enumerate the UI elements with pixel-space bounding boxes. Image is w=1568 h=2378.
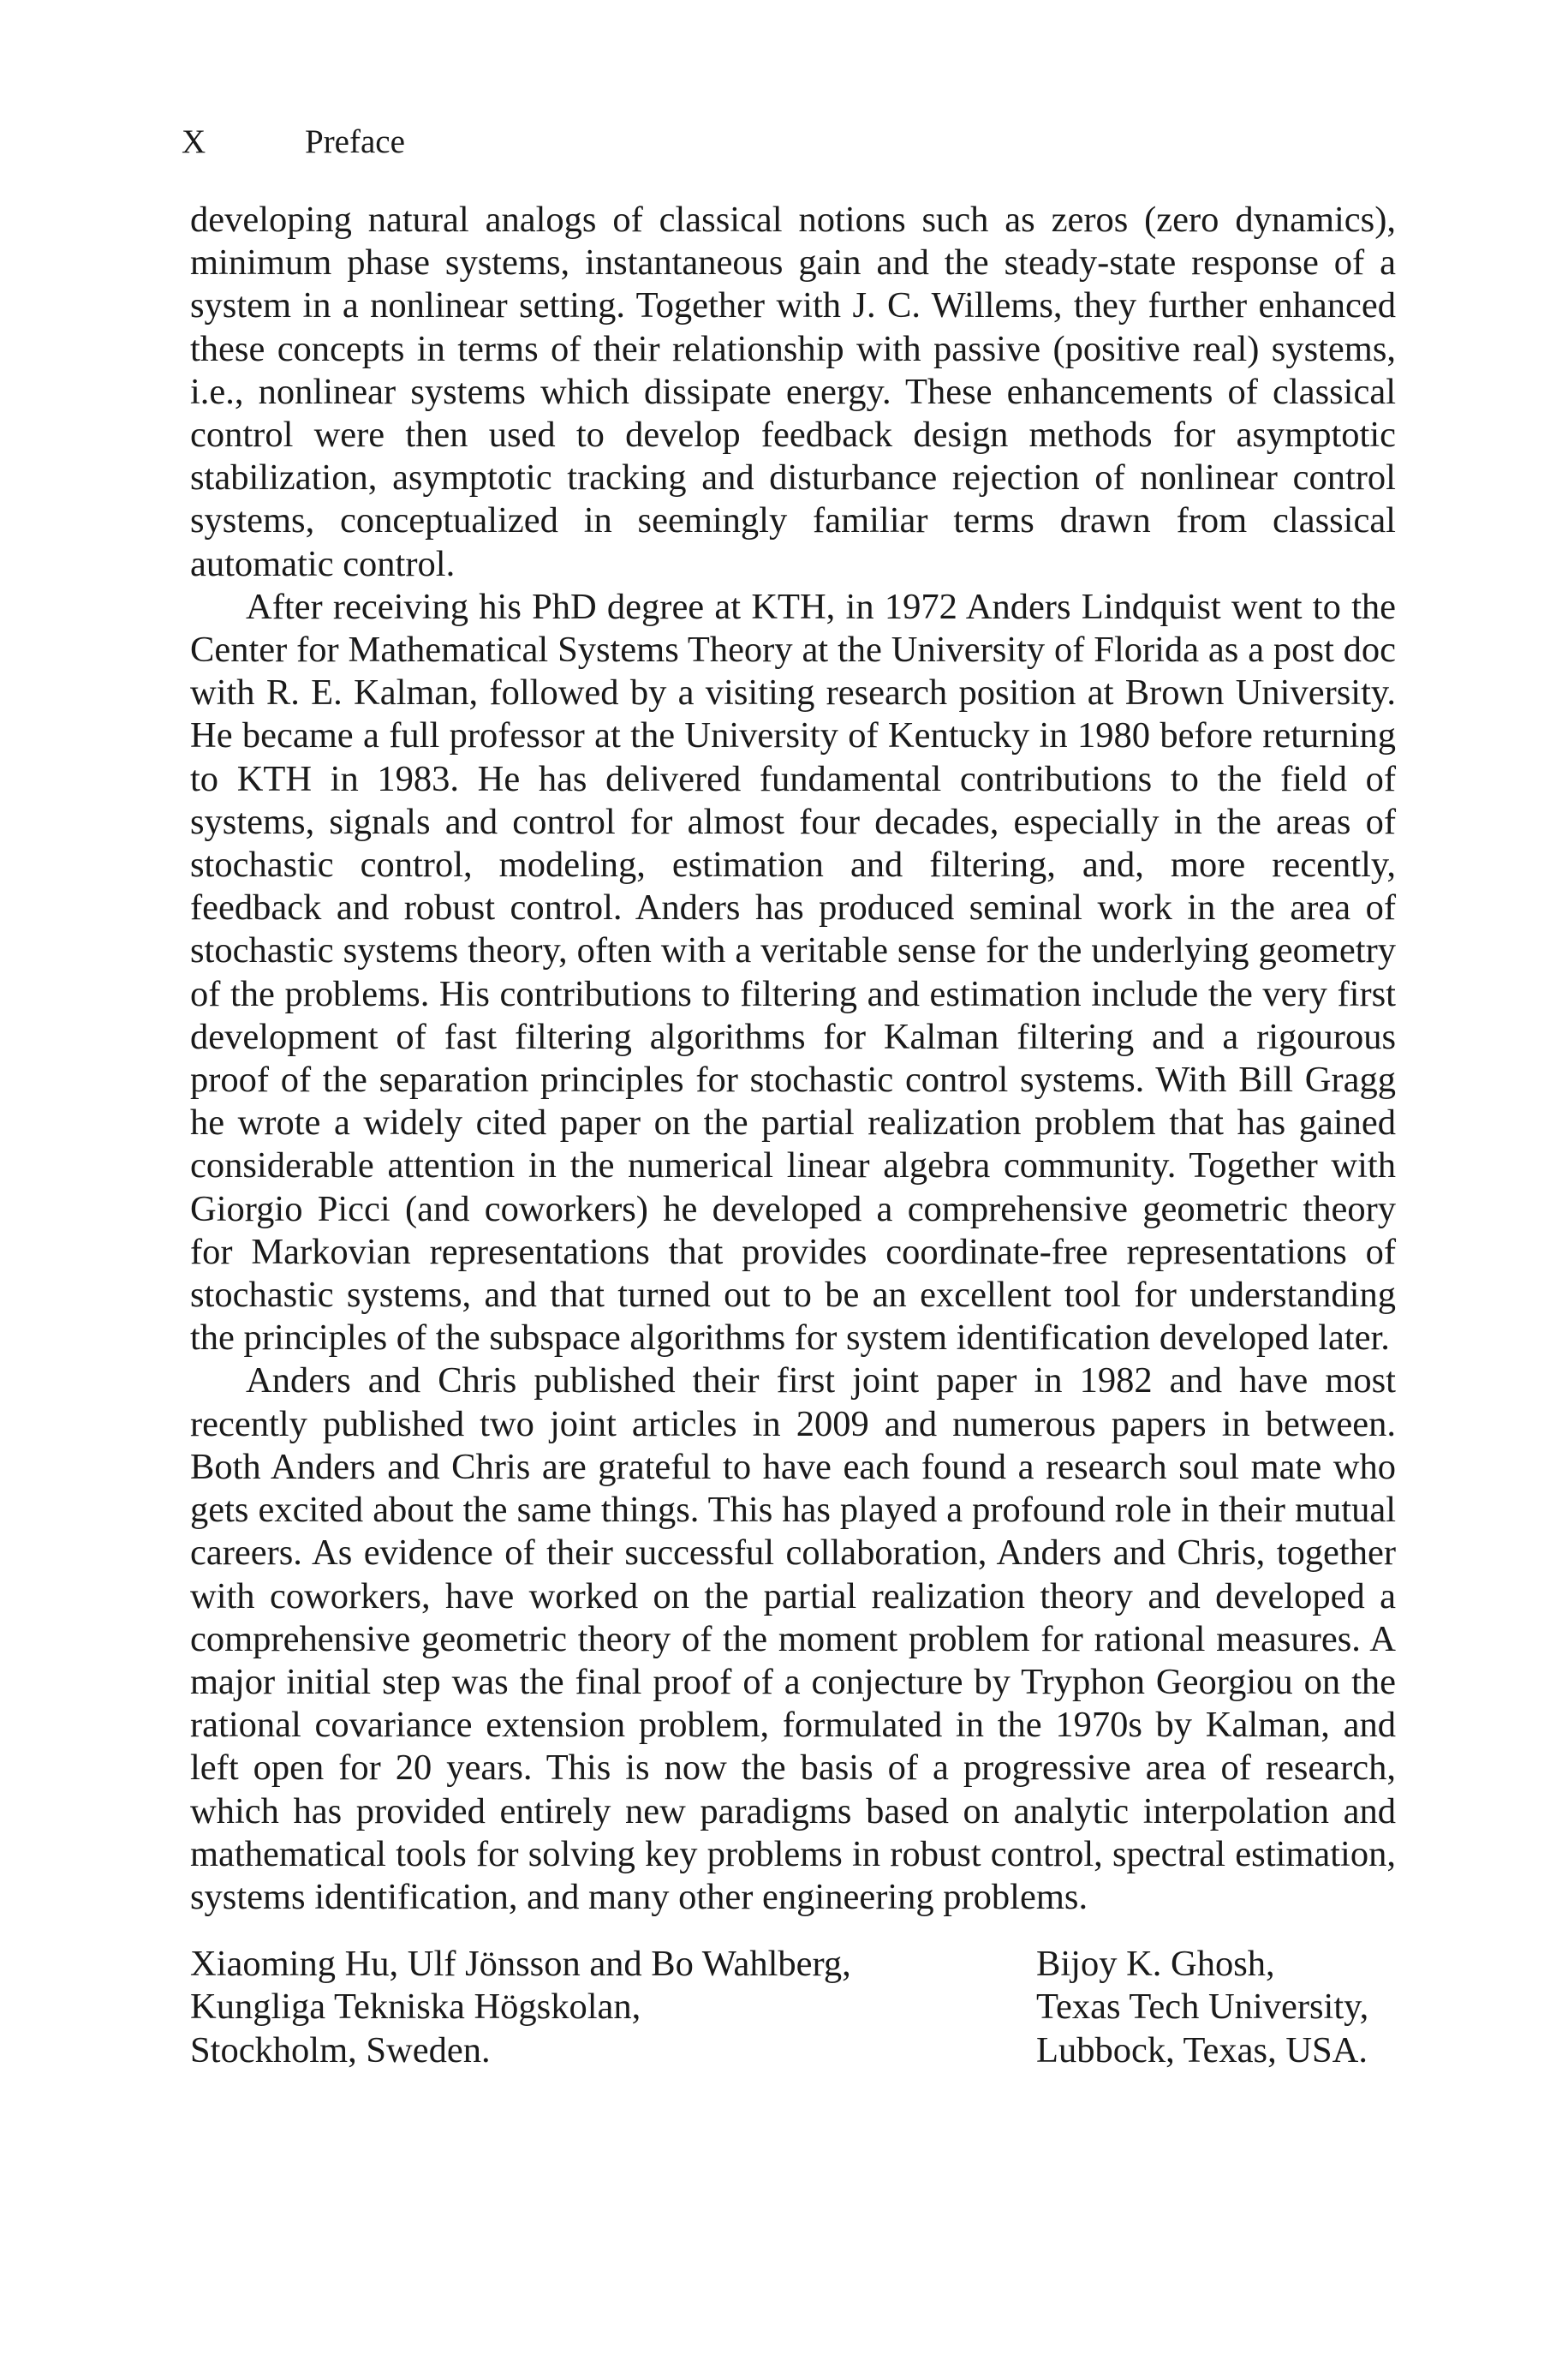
signature-right [1036, 1943, 1368, 2072]
signature-line: Xiaoming Hu, Ulf Jönsson and Bo Wahlberg, [190, 1944, 851, 1984]
signature-left [190, 1943, 851, 2072]
body-text [190, 199, 1396, 1919]
running-head-title: Preface [305, 123, 405, 160]
page-number: X [182, 123, 206, 160]
paragraph-continued: developing natural analogs of classical notions such as zeros (zero dynamics), minimum phase systems, instantaneous gain and the steady-state response of a system in a nonlinear setting. Together with J. C. Willems, they further enhanced these concepts in terms of their relationship with passive (positive real) systems, i.e., nonlinear systems which dissipate energy. These enhancements of classical control were then used to develop feedback design methods for asymptotic stabilization, asymptotic tracking and disturbance rejection of nonlinear control systems, conceptualized in seemingly familiar terms drawn from classical automatic control. [190, 200, 1396, 584]
signature-line: Bijoy K. Ghosh, [1036, 1944, 1275, 1984]
paragraph-collaboration: Anders and Chris published their first joint paper in 1982 and have most recently published two joint articles in 2009 and numerous papers in between. Both Anders and Chris are grateful to have each found a research soul mate who gets excited about the same things. This has played a profound role in their mutual careers. As evidence of their successful collaboration, Anders and Chris, together with coworkers, have worked on the partial realization theory and developed a comprehensive geometric theory of the moment problem for rational measures. A major initial step was the final proof of a conjecture by Tryphon Georgiou on the rational covariance extension problem, formulated in the 1970s by Kalman, and left open for 20 years. This is now the basis of a progressive area of research, which has provided entirely new paradigms based on analytic interpolation and mathematical tools for solving key problems in robust control, spectral estimation, systems identification, and many other engineering problems. [190, 1360, 1396, 1917]
signature-line: Lubbock, Texas, USA. [1036, 2029, 1368, 2070]
paragraph-lindquist: After receiving his PhD degree at KTH, in 1972 Anders Lindquist went to the Center for Mathematical Systems Theory at the University of Florida as a post doc with R. E. Kalman, followed by a visiting research position at Brown University. He became a full professor at the University of Kentucky in 1980 before returning to KTH in 1983. He has delivered fundamental contributions to the field of systems, signals and control for almost four decades, especially in the areas of stochastic control, modeling, estimation and filtering, and, more recently, feedback and robust control. Anders has produced seminal work in the area of stochastic systems theory, often with a veritable sense for the underlying geometry of the problems. His contributions to filtering and estimation include the very first development of fast filtering algorithms for Kalman filtering and a rigourous proof of the separation principles for stochastic control systems. With Bill Gragg he wrote a widely cited paper on the partial realization problem that has gained considerable attention in the numerical linear algebra community. Together with Giorgio Picci (and coworkers) he developed a comprehensive geometric theory for Markovian representations that provides coordinate-free representations of stochastic systems, and that turned out to be an excellent tool for understanding the principles of the subspace algorithms for system identification developed later. [190, 586, 1396, 1359]
running-head [182, 122, 405, 163]
signature-line: Stockholm, Sweden. [190, 2029, 491, 2070]
signature-line: Texas Tech University, [1036, 1987, 1369, 2028]
signature-line: Kungliga Tekniska Högskolan, [190, 1987, 641, 2028]
